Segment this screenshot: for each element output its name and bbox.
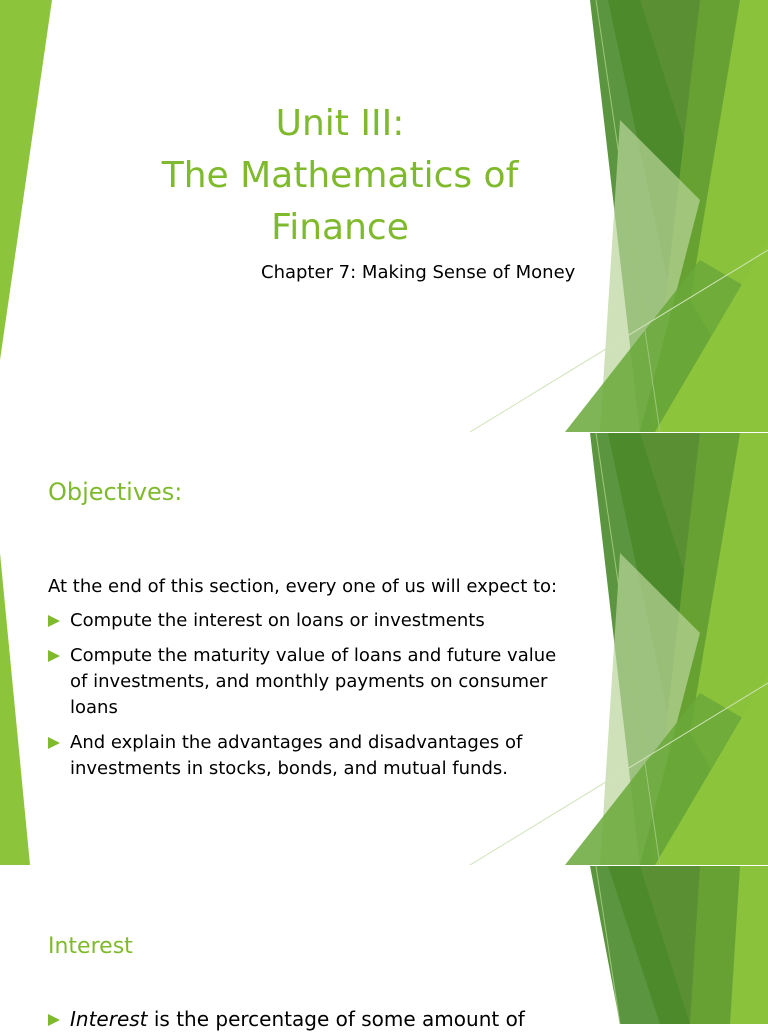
triangle-arrow-icon (48, 1014, 60, 1026)
title-line-2: The Mathematics of (161, 155, 519, 196)
slide-3 (0, 866, 768, 1024)
bullet-term: Interest (70, 1007, 148, 1031)
bullet-text: Compute the interest on loans or investments (70, 610, 485, 631)
bullet-text: is the percentage of some amount of (147, 1007, 525, 1031)
objectives-list (48, 608, 568, 791)
triangle-arrow-icon (48, 650, 60, 662)
title-line-1: Unit III: (275, 103, 405, 144)
slide-3-heading: Interest (48, 934, 133, 959)
triangle-arrow-icon (48, 737, 60, 749)
slide-2-intro: At the end of this section, every one of us will expect to: (48, 576, 558, 597)
title-line-3: Finance (271, 207, 409, 248)
slide-1-title (100, 98, 580, 254)
triangle-arrow-icon (48, 615, 60, 627)
bullet-text: And explain the advantages and disadvantages of investments in stocks, bonds, and mutual funds. (70, 732, 523, 779)
slide-1-subtitle: Chapter 7: Making Sense of Money (261, 262, 576, 283)
slide-2-heading: Objectives: (48, 478, 183, 506)
list-item (48, 730, 568, 782)
list-item (48, 608, 568, 634)
list-item (48, 643, 568, 721)
slide-1 (0, 0, 768, 432)
bullet-text: Compute the maturity value of loans and future value of investments, and monthly payments on consumer loans (70, 645, 557, 718)
slide-3-bullet (48, 1006, 525, 1032)
